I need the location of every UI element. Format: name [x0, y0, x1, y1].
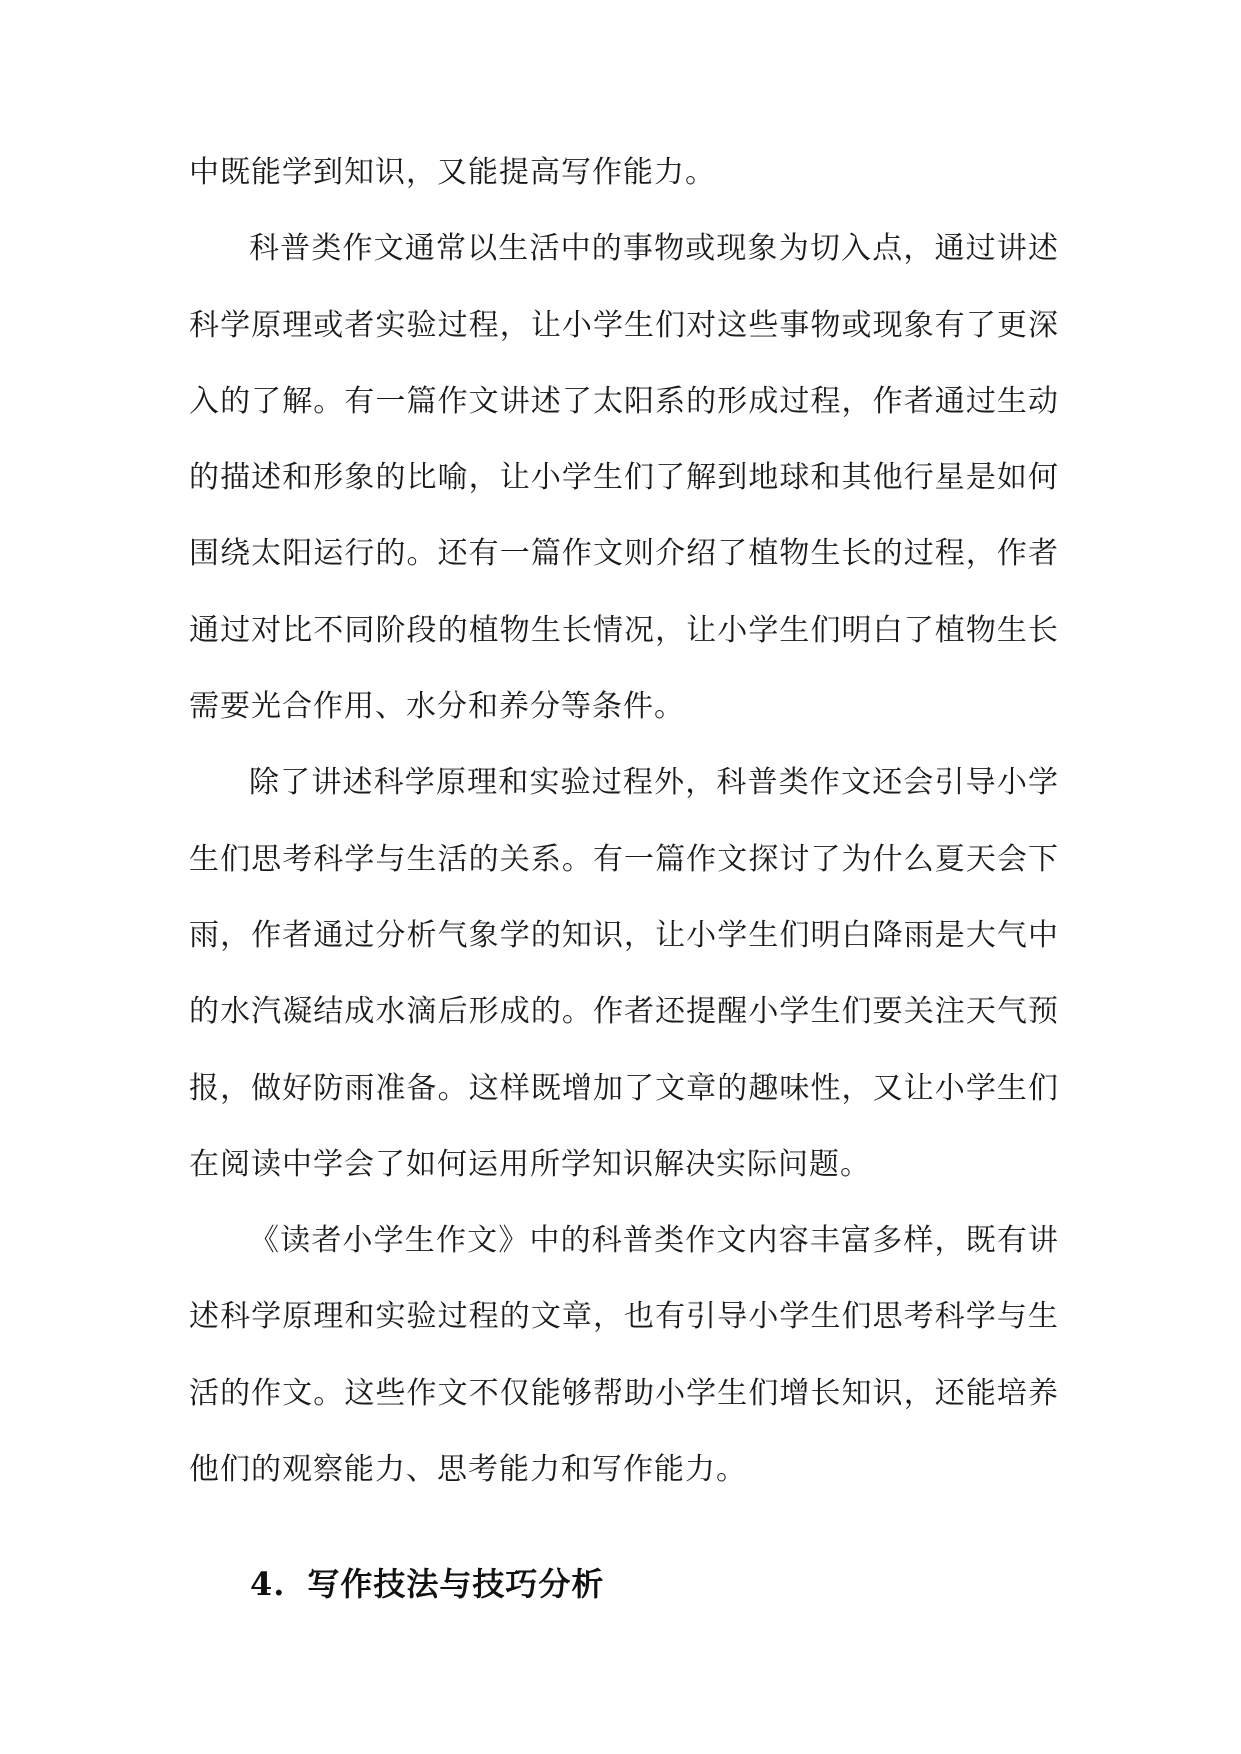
section-heading [250, 1559, 604, 1605]
paragraph-science-principles: 科普类作文通常以生活中的事物或现象为切入点，通过讲述科学原理或者实验过程，让小学生们对这些事物或现象有了更深入的了解。有一篇作文讲述了太阳系的形成过程，作者通过生动的描述和形象的比喻，让小学生们了解到地球和其他行星是如何围绕太阳运行的。还有一篇作文则介绍了植物生长的过程，作者通过对比不同阶段的植物生长情况，让小学生们明白了植物生长需要光合作用、水分和养分等条件。 [189, 231, 1059, 725]
paragraph-continuation: 中既能学到知识，又能提高写作能力。 [189, 155, 716, 190]
section-number: 4. [250, 1565, 286, 1603]
paragraph-science-and-life: 除了讲述科学原理和实验过程外，科普类作文还会引导小学生们思考科学与生活的关系。有一篇作文探讨了为什么夏天会下雨，作者通过分析气象学的知识，让小学生们明白降雨是大气中的水汽凝结成水滴后形成的。作者还提醒小学生们要关注天气预报，做好防雨准备。这样既增加了文章的趣味性，又让小学生们在阅读中学会了如何运用所学知识解决实际问题。 [189, 765, 1059, 1182]
body-text [189, 135, 1059, 1508]
section-title: 写作技法与技巧分析 [307, 1565, 605, 1603]
paragraph-summary: 《读者小学生作文》中的科普类作文内容丰富多样，既有讲述科学原理和实验过程的文章，也有引导小学生们思考科学与生活的作文。这些作文不仅能够帮助小学生们增长知识，还能培养他们的观察能力、思考能力和写作能力。 [189, 1223, 1059, 1488]
